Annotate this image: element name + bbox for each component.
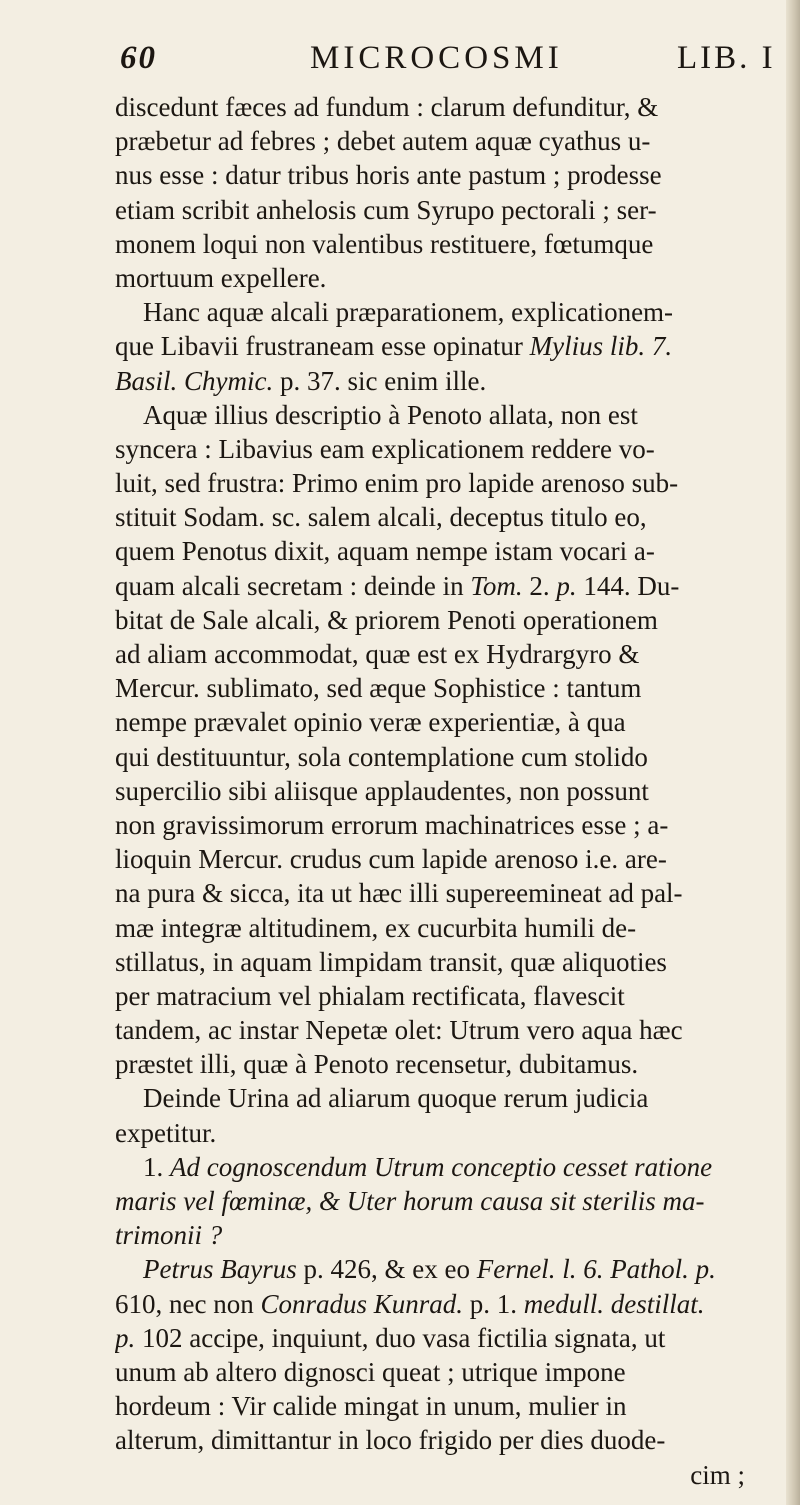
text-segment: maris vel fœminæ, & Uter horum causa sit sterilis ma- (115, 1186, 705, 1216)
text-segment: medull. destillat. (523, 1288, 705, 1319)
text-segment: 144. Du- (576, 570, 680, 601)
text-line (115, 398, 790, 432)
text-line (115, 1321, 790, 1355)
text-line (115, 603, 790, 637)
text-segment: que Libavii frustraneam esse opinatur (115, 331, 530, 362)
text-segment: Basil. Chymic. (115, 365, 274, 396)
text-segment: expetitur. (115, 1117, 217, 1148)
text-line (115, 774, 790, 808)
text-segment: luit, sed frustra: Primo enim pro lapide arenoso sub- (115, 468, 679, 499)
text-segment: Deinde Urina ad aliarum quoque rerum judicia (143, 1083, 649, 1114)
text-segment: trimonii ? (115, 1220, 223, 1251)
text-line (115, 90, 790, 124)
text-line (115, 364, 790, 398)
running-title: MICROCOSMI (310, 40, 563, 76)
text-line (115, 876, 790, 910)
text-segment: Aquæ illius descriptio à Penoto allata, non est (143, 399, 638, 430)
text-segment: na pura & sicca, ita ut hæc illi supereemineat ad pal- (115, 878, 683, 909)
text-segment: Hanc aquæ alcali præparationem, explicationem- (143, 297, 674, 328)
text-line (115, 1150, 790, 1184)
text-line (115, 808, 790, 842)
text-segment: 1. (143, 1151, 170, 1182)
text-segment: unum ab altero dignosci queat ; utrique impone (115, 1356, 626, 1387)
text-line (115, 1081, 790, 1115)
text-line (115, 1458, 790, 1492)
text-segment: quam alcali secretam : deinde in (115, 570, 471, 601)
text-segment: p. 426, & ex eo (296, 1254, 477, 1285)
text-segment: supercilio sibi aliisque applaudentes, non possunt (115, 775, 649, 806)
text-segment: mæ integræ altitudinem, ex cucurbita humili de- (115, 912, 637, 943)
text-segment: p. (115, 1322, 136, 1353)
text-line (115, 1389, 790, 1423)
text-segment: bitat de Sale alcali, & priorem Penoti operationem (115, 604, 658, 635)
text-segment: stillatus, in aquam limpidam transit, quæ aliquoties (115, 946, 667, 977)
text-segment: syncera : Libavius eam explicationem reddere vo- (115, 433, 655, 464)
text-line (115, 227, 790, 261)
text-line (115, 124, 790, 158)
text-segment: ad aliam accommodat, quæ est ex Hydrargyro & (115, 639, 640, 669)
page-header (110, 40, 800, 90)
text-segment: Tom. (470, 570, 523, 601)
text-line (115, 637, 790, 671)
text-segment: p. 37. sic enim ille. (273, 365, 487, 396)
text-segment: qui destituuntur, sola contemplatione cum stolido (115, 741, 648, 772)
text-line (115, 1047, 790, 1081)
text-line (115, 466, 790, 500)
text-segment: per matracium vel phialam rectificata, flavescit (115, 980, 625, 1011)
text-segment: p. 1. (463, 1288, 524, 1319)
text-line (115, 979, 790, 1013)
text-segment: Petrus Bayrus (143, 1254, 297, 1285)
text-line (115, 1287, 790, 1321)
text-line (115, 534, 790, 568)
text-segment: Mercur. sublimato, sed æque Sophistice : tantum (115, 673, 642, 704)
text-segment: cim ; (690, 1459, 745, 1490)
text-line (115, 911, 790, 945)
text-line (115, 842, 790, 876)
text-segment: quem Penotus dixit, aquam nempe istam vocari a- (115, 536, 655, 567)
text-segment: nus esse : datur tribus horis ante pastum ; prodesse (115, 160, 662, 191)
text-line (115, 1355, 790, 1389)
text-segment: p. (556, 570, 577, 601)
page-number: 60 (120, 40, 157, 76)
text-line (115, 569, 790, 603)
text-line (115, 158, 790, 192)
text-line (115, 295, 790, 329)
text-segment: nempe prævalet opinio veræ experientiæ, à qua (115, 707, 626, 738)
text-segment: discedunt fæces ad fundum : clarum defunditur, & (115, 92, 659, 122)
text-line (115, 705, 790, 739)
text-line (115, 500, 790, 534)
text-segment: præbetur ad febres ; debet autem aquæ cyathus u- (115, 126, 651, 157)
text-segment: monem loqui non valentibus restituere, fœtumque (115, 228, 654, 259)
text-segment: 102 accipe, inquiunt, duo vasa fictilia signata, ut (135, 1322, 666, 1353)
text-line (115, 1252, 790, 1286)
text-line (115, 740, 790, 774)
text-segment: Fernel. l. 6. Pathol. p. (476, 1254, 716, 1285)
text-segment: Conradus Kunrad. (260, 1288, 464, 1319)
text-line (115, 1013, 790, 1047)
text-segment: 2. (522, 570, 557, 601)
text-line (115, 1218, 790, 1252)
text-line (115, 1116, 790, 1150)
text-line (115, 432, 790, 466)
text-line (115, 1184, 790, 1218)
text-segment: etiam scribit anhelosis cum Syrupo pectorali ; ser- (115, 194, 657, 225)
text-line (115, 1423, 790, 1457)
text-line (115, 261, 790, 295)
text-line (115, 329, 790, 363)
text-line (115, 945, 790, 979)
text-segment: hordeum : Vir calide mingat in unum, mulier in (115, 1391, 627, 1422)
book-number: LIB. I (677, 40, 776, 76)
text-segment: mortuum expellere. (115, 262, 327, 293)
text-segment: Ad cognoscendum Utrum conceptio cesset ratione (170, 1151, 713, 1182)
text-segment: lioquin Mercur. crudus cum lapide arenoso i.e. are- (115, 844, 667, 875)
text-segment: præstet illi, quæ à Penoto recensetur, dubitamus. (115, 1049, 639, 1080)
text-segment: non gravissimorum errorum machinatrices esse ; a- (115, 809, 669, 840)
text-segment: tandem, ac instar Nepetæ olet: Utrum vero aqua hæc (115, 1015, 683, 1046)
text-line (115, 671, 790, 705)
text-segment: stituit Sodam. sc. salem alcali, deceptus titulo eo, (115, 502, 647, 533)
text-block (115, 90, 790, 1492)
text-segment: Mylius lib. 7. (529, 331, 673, 362)
text-segment: 610, nec non (115, 1288, 261, 1319)
text-segment: alterum, dimittantur in loco frigido per dies duode- (115, 1425, 666, 1456)
text-line (115, 193, 790, 227)
